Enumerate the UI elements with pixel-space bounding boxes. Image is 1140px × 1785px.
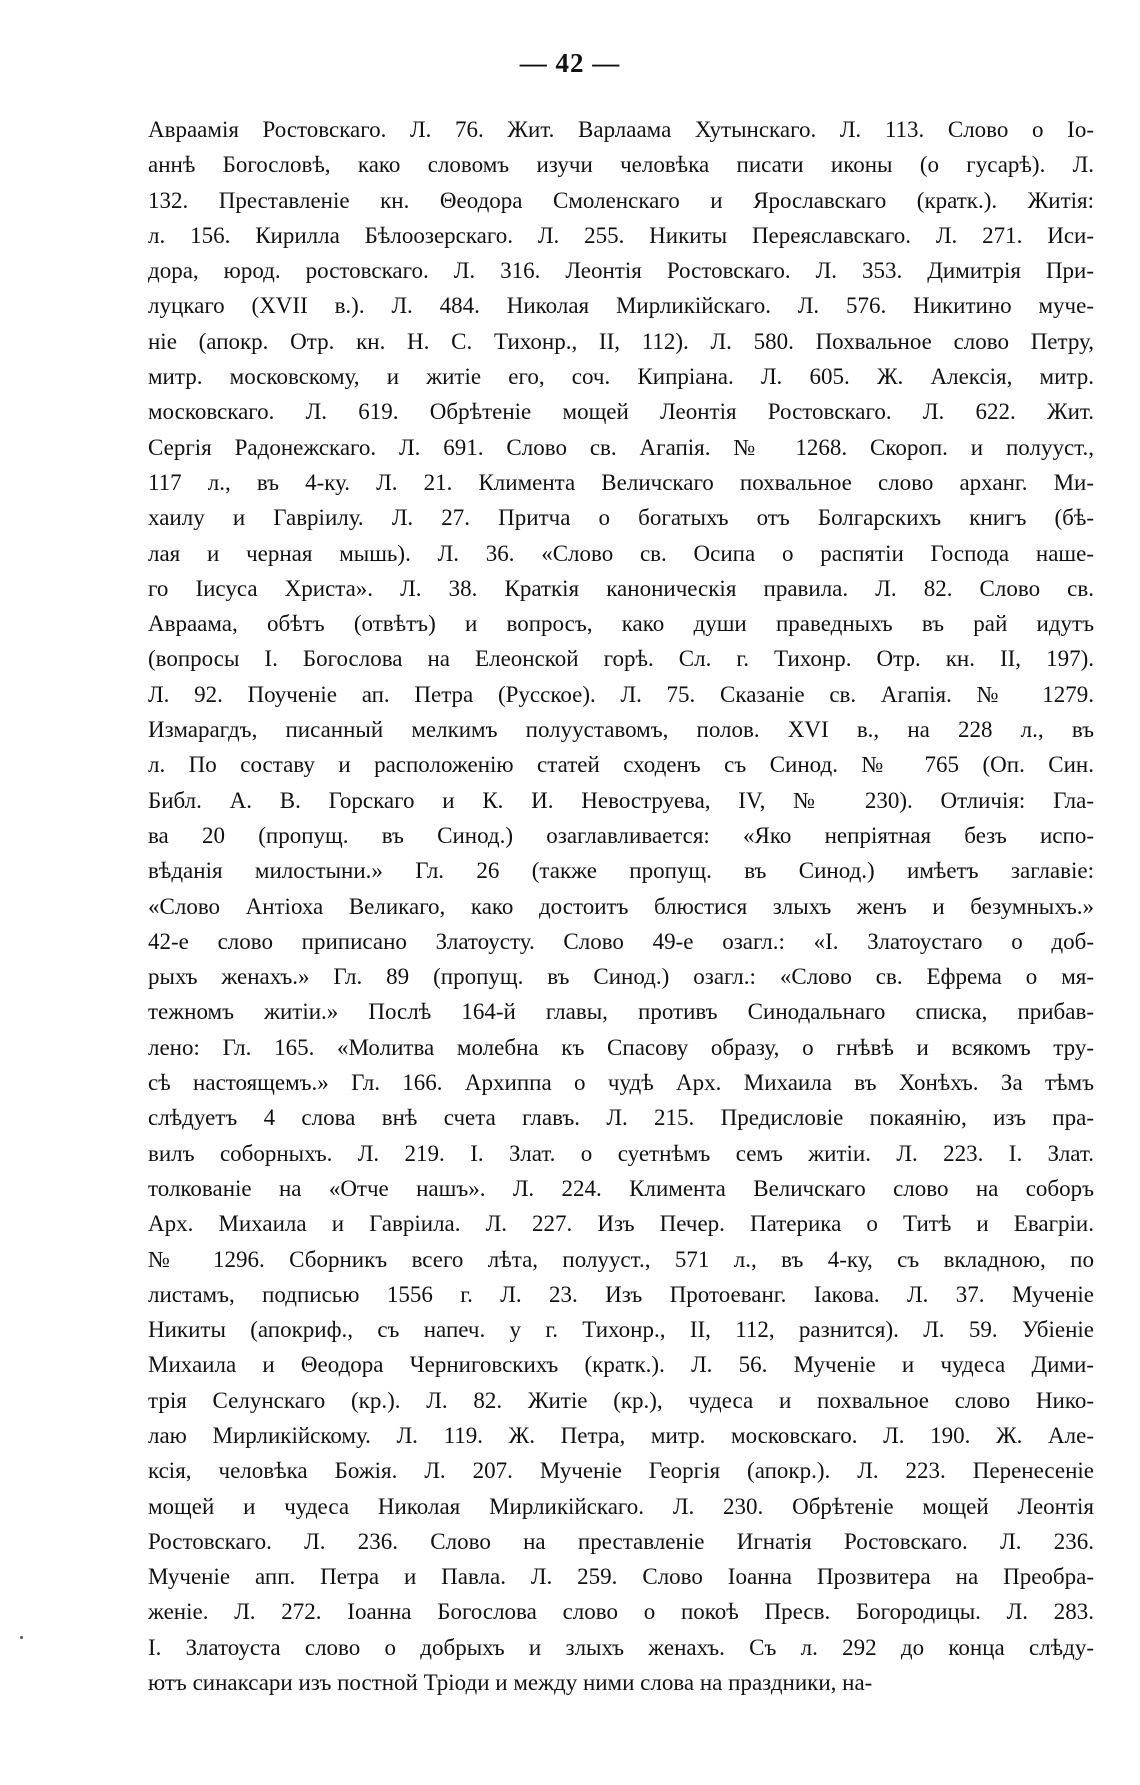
text-line: Мученіе апп. Петра и Павла. Л. 259. Слово Іоанна Прозвитера на Преобра- bbox=[148, 1564, 1094, 1590]
text-line: Библ. А. В. Горскаго и К. И. Невоструева, IV, № 230). Отличія: Гла- bbox=[148, 787, 1094, 813]
text-line: мощей и чудеса Николая Мирликійскаго. Л. 230. Обрѣтеніе мощей Леонтія bbox=[148, 1493, 1094, 1519]
text-line: ксія, человѣка Божія. Л. 207. Мученіе Георгія (апокр.). Л. 223. Перенесеніе bbox=[148, 1458, 1094, 1484]
text-line: листамъ, подписью 1556 г. Л. 23. Изъ Протоеванг. Іакова. Л. 37. Мученіе bbox=[148, 1281, 1094, 1307]
text-line: вѣданія милостыни.» Гл. 26 (также пропущ. въ Синод.) имѣетъ заглавіе: bbox=[148, 858, 1094, 884]
text-line: 117 л., въ 4-ку. Л. 21. Климента Величскаго похвальное слово арханг. Ми- bbox=[148, 469, 1094, 495]
text-line: митр. московскому, и житіе его, соч. Кипріана. Л. 605. Ж. Алексія, митр. bbox=[148, 364, 1094, 390]
text-line: Арх. Михаила и Гавріила. Л. 227. Изъ Печер. Патерика о Титѣ и Евагріи. bbox=[148, 1211, 1094, 1237]
text-line: Михаила и Θеодора Черниговскихъ (кратк.). Л. 56. Мученіе и чудеса Дими- bbox=[148, 1352, 1094, 1378]
text-line: Никиты (апокриф., съ напеч. у г. Тихонр., II, 112, разнится). Л. 59. Убіеніе bbox=[148, 1317, 1094, 1343]
text-line: ютъ синаксари изъ постной Тріоди и между ними слова на праздники, на- bbox=[148, 1670, 873, 1696]
text-line: дора, юрод. ростовскаго. Л. 316. Леонтія Ростовскаго. Л. 353. Димитрія При- bbox=[148, 258, 1094, 284]
text-line: ва 20 (пропущ. въ Синод.) озаглавливается: «Яко непріятная безъ испо- bbox=[148, 822, 1094, 848]
margin-speck bbox=[20, 1636, 23, 1639]
text-line: луцкаго (XVII в.). Л. 484. Николая Мирликійскаго. Л. 576. Никитино муче- bbox=[148, 293, 1094, 319]
text-line: ніе (апокр. Отр. кн. Н. С. Тихонр., II, 112). Л. 580. Похвальное слово Петру, bbox=[148, 328, 1094, 354]
text-line: хаилу и Гавріилу. Л. 27. Притча о богатыхъ отъ Болгарскихъ книгъ (бѣ- bbox=[148, 505, 1094, 531]
text-line: Измарагдъ, писанный мелкимъ полууставомъ, полов. XVI в., на 228 л., въ bbox=[148, 717, 1094, 743]
text-line: женіе. Л. 272. Іоанна Богослова слово о покоѣ Пресв. Богородицы. Л. 283. bbox=[148, 1599, 1094, 1625]
text-line: аннѣ Богословѣ, како словомъ изучи человѣка писати иконы (о гусарѣ). Л. bbox=[148, 152, 1094, 178]
text-line: Ростовскаго. Л. 236. Слово на преставленіе Игнатія Ростовскаго. Л. 236. bbox=[148, 1528, 1094, 1554]
text-line: І. Златоуста слово о добрыхъ и злыхъ женахъ. Съ л. 292 до конца слѣду- bbox=[148, 1634, 1094, 1660]
text-line: Сергія Радонежскаго. Л. 691. Слово св. Агапія. № 1268. Скороп. и полууст., bbox=[148, 434, 1094, 460]
text-line: го Іисуса Христа». Л. 38. Краткія каноническія правила. Л. 82. Слово св. bbox=[148, 575, 1094, 601]
page-body-text bbox=[148, 112, 1094, 1700]
text-line: «Слово Антіоха Великаго, како достоитъ блюстися злыхъ женъ и безумныхъ.» bbox=[148, 893, 1094, 919]
text-line: № 1296. Сборникъ всего лѣта, полууст., 571 л., въ 4-ку, съ вкладною, по bbox=[148, 1246, 1094, 1272]
page-number: — 42 — bbox=[519, 48, 621, 78]
text-line: (вопросы І. Богослова на Елеонской горѣ. Сл. г. Тихонр. Отр. кн. II, 197). bbox=[148, 646, 1094, 672]
text-line: тежномъ житіи.» Послѣ 164-й главы, противъ Синодальнаго списка, прибав- bbox=[148, 999, 1094, 1025]
text-line: л. 156. Кирилла Бѣлоозерскаго. Л. 255. Никиты Переяславскаго. Л. 271. Иси- bbox=[148, 222, 1094, 248]
text-line: лая и черная мышь). Л. 36. «Слово св. Осипа о распятіи Господа наше- bbox=[148, 540, 1094, 566]
text-line: лаю Мирликійскому. Л. 119. Ж. Петра, митр. московскаго. Л. 190. Ж. Але- bbox=[148, 1422, 1094, 1448]
text-line: слѣдуетъ 4 слова внѣ счета главъ. Л. 215. Предисловіе покаянію, изъ пра- bbox=[148, 1105, 1094, 1131]
text-line: 132. Преставленіе кн. Θеодора Смоленскаго и Ярославскаго (кратк.). Житія: bbox=[148, 187, 1094, 213]
text-line: Авраама, обѣтъ (отвѣтъ) и вопросъ, како души праведныхъ въ рай идутъ bbox=[148, 611, 1094, 637]
text-line: толкованіе на «Отче нашъ». Л. 224. Климента Величскаго слово на соборъ bbox=[148, 1175, 1094, 1201]
text-line: вилъ соборныхъ. Л. 219. І. Злат. о суетнѣмъ семъ житіи. Л. 223. І. Злат. bbox=[148, 1140, 1094, 1166]
text-line: сѣ настоящемъ.» Гл. 166. Архиппа о чудѣ Арх. Михаила въ Хонѣхъ. За тѣмъ bbox=[148, 1070, 1094, 1096]
text-line: 42-е слово приписано Златоусту. Слово 49-е озагл.: «І. Златоустаго о доб- bbox=[148, 928, 1094, 954]
text-line: лено: Гл. 165. «Молитва молебна къ Спасову образу, о гнѣвѣ и всякомъ тру- bbox=[148, 1034, 1094, 1060]
text-line: рыхъ женахъ.» Гл. 89 (пропущ. въ Синод.) озагл.: «Слово св. Ефрема о мя- bbox=[148, 964, 1094, 990]
text-line: Л. 92. Поученіе ап. Петра (Русское). Л. 75. Сказаніе св. Агапія. № 1279. bbox=[148, 681, 1094, 707]
text-line: московскаго. Л. 619. Обрѣтеніе мощей Леонтія Ростовскаго. Л. 622. Жит. bbox=[148, 399, 1094, 425]
text-line: Авраамія Ростовскаго. Л. 76. Жит. Варлаама Хутынскаго. Л. 113. Слово о Іо- bbox=[148, 117, 1094, 142]
text-line: л. По составу и расположенію статей сходенъ съ Синод. № 765 (Оп. Син. bbox=[148, 752, 1094, 778]
text-line: трія Селунскаго (кр.). Л. 82. Житіе (кр.), чудеса и похвальное слово Нико- bbox=[148, 1387, 1094, 1413]
